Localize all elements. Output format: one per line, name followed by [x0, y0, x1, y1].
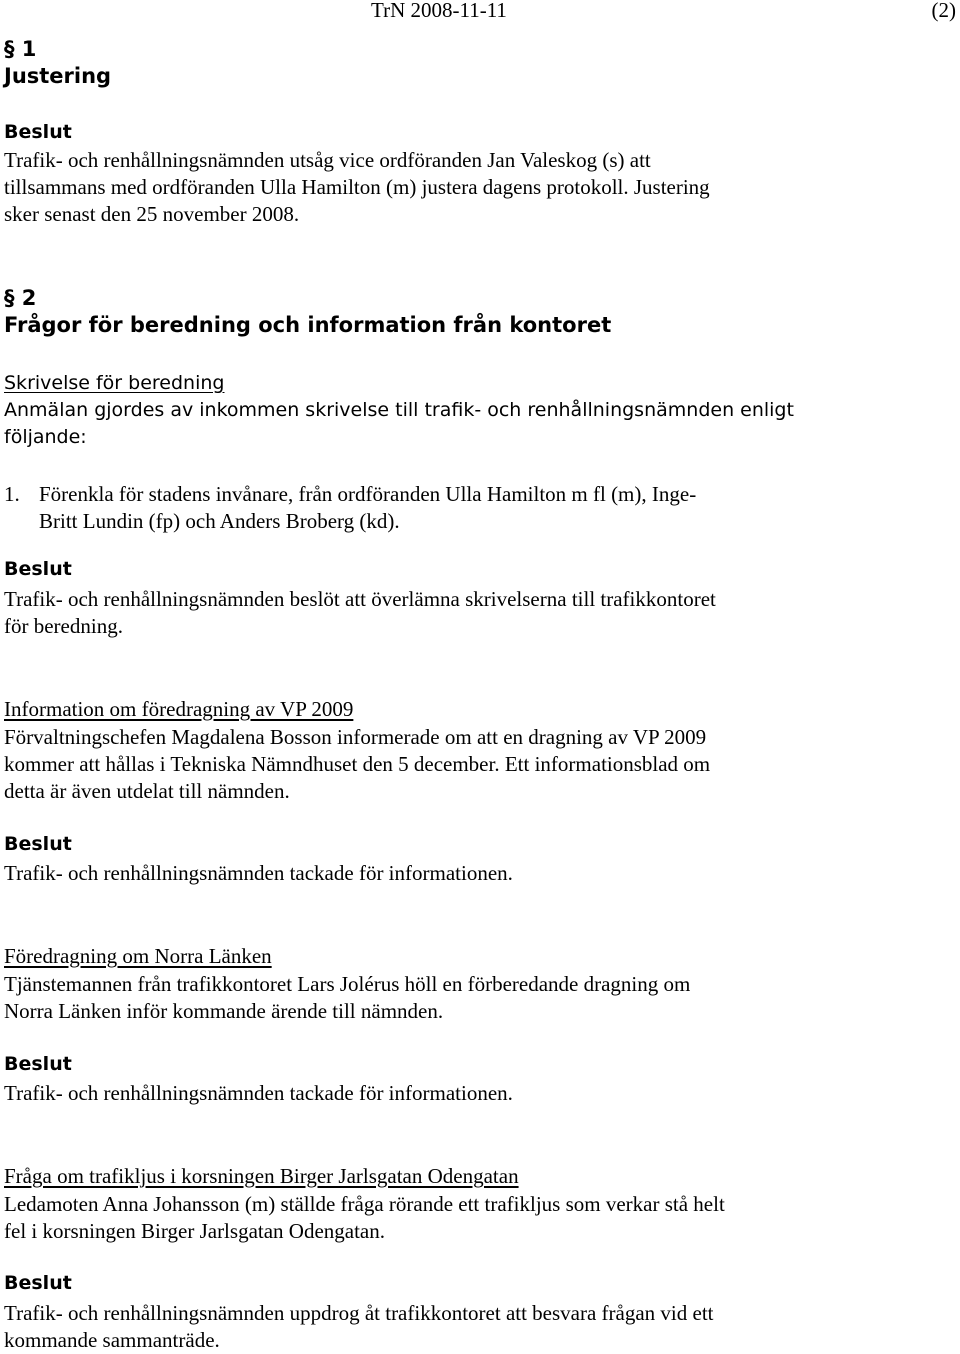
- sub4-beslut-line: Trafik- och renhållningsnämnden uppdrog åt trafikkontoret att besvara frågan vid ett: [4, 1301, 714, 1325]
- sub1-beslut-label: Beslut: [4, 558, 72, 580]
- header-date: TrN 2008-11-11: [371, 0, 507, 22]
- sub1-text-line: Anmälan gjordes av inkommen skrivelse till trafik- och renhållningsnämnden enligt: [4, 399, 794, 421]
- sub4-text-line: fel i korsningen Birger Jarlsgatan Odengatan.: [4, 1219, 386, 1243]
- list-item-text-line: Britt Lundin (fp) och Anders Broberg (kd).: [39, 509, 400, 533]
- sub1-beslut-line: för beredning.: [4, 614, 123, 638]
- sub1-beslut-line: Trafik- och renhållningsnämnden beslöt att överlämna skrivelserna till trafikkontoret: [4, 587, 716, 611]
- section-2-title: Frågor för beredning och information från kontoret: [4, 313, 612, 337]
- sub3-text-line: Norra Länken inför kommande ärende till nämnden.: [4, 999, 444, 1023]
- section-2-number: § 2: [4, 286, 37, 310]
- sub3-text-line: Tjänstemannen från trafikkontoret Lars Jolérus höll en förberedande dragning om: [4, 972, 691, 996]
- sub1-text-line: följande:: [4, 426, 87, 448]
- section-1-number: § 1: [4, 37, 37, 61]
- sub2-beslut-label: Beslut: [4, 833, 72, 855]
- sub4-text-line: Ledamoten Anna Johansson (m) ställde fråga rörande ett trafikljus som verkar stå helt: [4, 1192, 725, 1216]
- page-number: (2): [931, 0, 956, 22]
- sub2-text-line: detta är även utdelat till nämnden.: [4, 779, 290, 803]
- sub2-beslut-line: Trafik- och renhållningsnämnden tackade för informationen.: [4, 861, 513, 885]
- sub-heading-skrivelse: Skrivelse för beredning: [4, 372, 225, 394]
- section-1-text-line: sker senast den 25 november 2008.: [4, 202, 300, 226]
- list-item: [0, 481, 960, 537]
- sub-heading-trafikljus: Fråga om trafikljus i korsningen Birger Jarlsgatan Odengatan: [4, 1164, 519, 1188]
- section-1-title: Justering: [4, 64, 112, 88]
- section-1-text-line: tillsammans med ordföranden Ulla Hamilton (m) justera dagens protokoll. Justering: [4, 175, 710, 199]
- sub-heading-vp-2009: Information om föredragning av VP 2009: [4, 697, 354, 721]
- list-item-number: 1.: [4, 482, 20, 506]
- sub4-beslut-label: Beslut: [4, 1272, 72, 1294]
- sub4-beslut-line: kommande sammanträde.: [4, 1328, 220, 1352]
- section-1-beslut-label: Beslut: [4, 121, 72, 143]
- sub2-text-line: kommer att hållas i Tekniska Nämndhuset den 5 december. Ett informationsblad om: [4, 752, 711, 776]
- list-item-text-line: Förenkla för stadens invånare, från ordföranden Ulla Hamilton m fl (m), Inge-: [39, 482, 697, 506]
- section-1-text-line: Trafik- och renhållningsnämnden utsåg vice ordföranden Jan Valeskog (s) att: [4, 148, 651, 172]
- sub3-beslut-line: Trafik- och renhållningsnämnden tackade för informationen.: [4, 1081, 513, 1105]
- sub3-beslut-label: Beslut: [4, 1053, 72, 1075]
- sub-heading-norra-lanken: Föredragning om Norra Länken: [4, 944, 272, 968]
- sub2-text-line: Förvaltningschefen Magdalena Bosson informerade om att en dragning av VP 2009: [4, 725, 707, 749]
